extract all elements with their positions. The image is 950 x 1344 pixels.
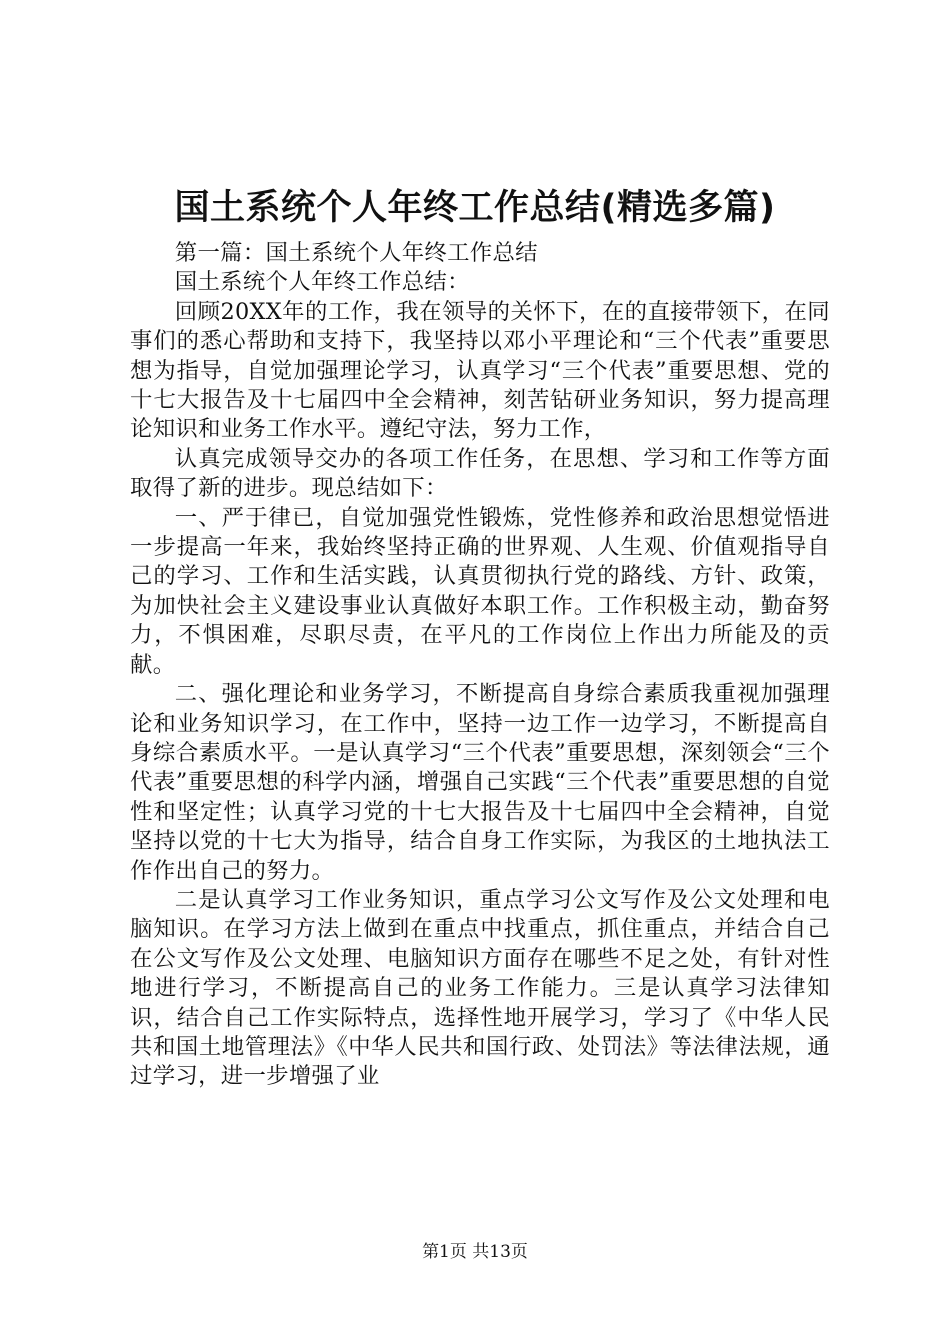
page-footer: 第1页 共13页	[422, 1242, 528, 1262]
section-subheading: 国土系统个人年终工作总结：	[174, 269, 470, 296]
body-paragraph: 二是认真学习工作业务知识，重点学习公文写作及公文处理和电脑知识。在学习方法上做到在重点中找重点，抓住重点，并结合自己在公文写作及公文处理、电脑知识方面存在哪些不足之处，有针对性地进行学习，不断提高自己的业务工作能力。三是认真学习法律知识，结合自己工作实际特点，选择性地开展学习，学习了《中华人民共和国土地管理法》《中华人民共和国行政、处罚法》等法律法规，通过学习，进一步增强了业	[130, 886, 830, 1090]
body-paragraph: 认真完成领导交办的各项工作任务，在思想、学习和工作等方面取得了新的进步。现总结如下：	[130, 445, 830, 502]
body-paragraph: 一、严于律已，自觉加强党性锻炼，党性修养和政治思想觉悟进一步提高一年来，我始终坚持正确的世界观、人生观、价值观指导自己的学习、工作和生活实践，认真贯彻执行党的路线、方针、政策，为加快社会主义建设事业认真做好本职工作。工作积极主动，勤奋努力，不惧困难，尽职尽责，在平凡的工作岗位上作出力所能及的贡献。	[130, 504, 830, 678]
document-title: 国土系统个人年终工作总结(精选多篇)	[174, 188, 776, 228]
body-paragraph: 二、强化理论和业务学习，不断提高自身综合素质我重视加强理论和业务知识学习，在工作中，坚持一边工作一边学习，不断提高自身综合素质水平。一是认真学习“三个代表”重要思想，深刻领会“三个代表”重要思想的科学内涵，增强自己实践“三个代表”重要思想的自觉性和坚定性；认真学习党的十七大报告及十七届四中全会精神，自觉坚持以党的十七大为指导，结合自身工作实际，为我区的土地执法工作作出自己的努力。	[130, 681, 830, 884]
section-heading: 第一篇：国土系统个人年终工作总结	[174, 240, 538, 266]
body-paragraph: 回顾20XX年的工作，我在领导的关怀下，在的直接带领下，在同事们的悉心帮助和支持下，我坚持以邓小平理论和“三个代表”重要思想为指导，自觉加强理论学习，认真学习“三个代表”重要思想、党的十七大报告及十七届四中全会精神，刻苦钻研业务知识，努力提高理论知识和业务工作水平。遵纪守法，努力工作，	[130, 298, 830, 443]
document-body	[130, 239, 830, 1092]
